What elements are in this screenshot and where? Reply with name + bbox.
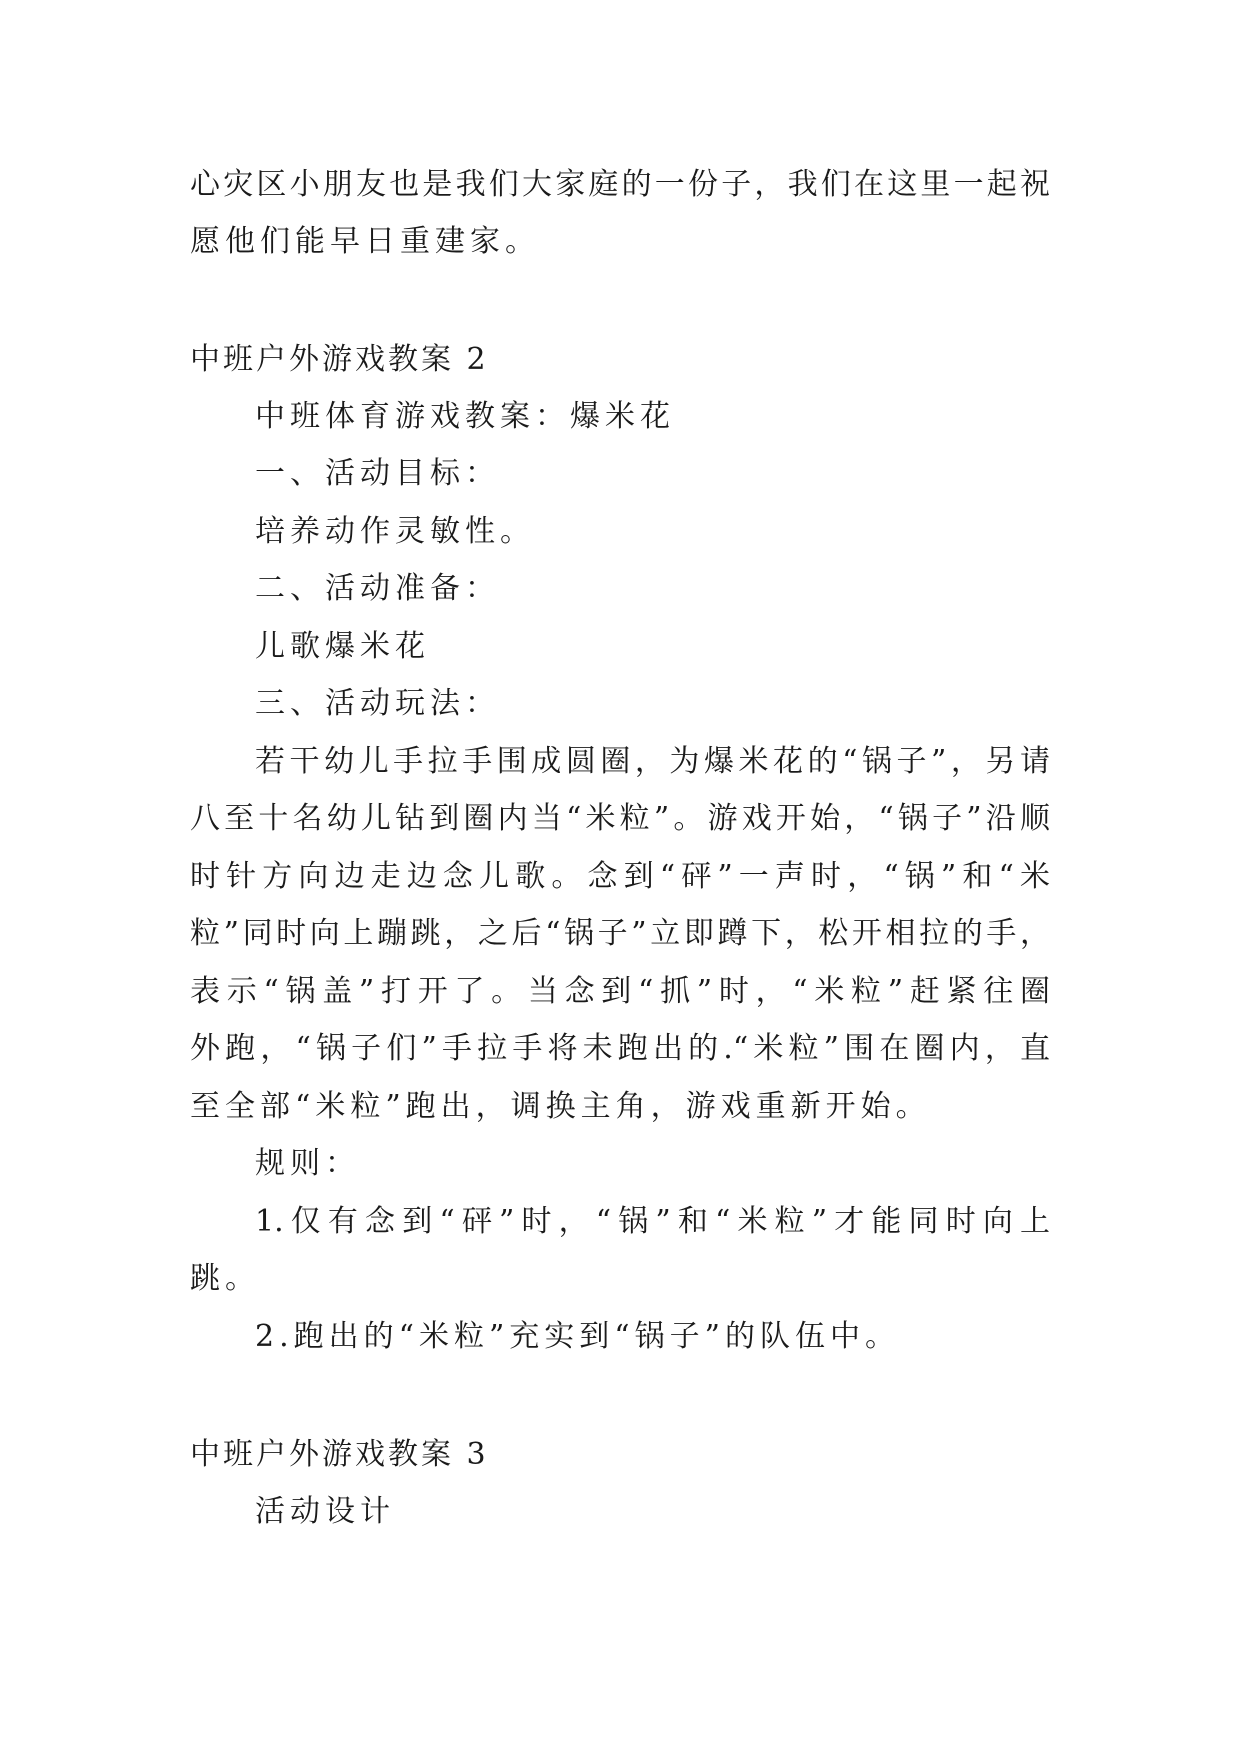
- section-label: 规则：: [255, 1146, 360, 1181]
- section-label: 二、活动准备：: [255, 571, 500, 606]
- section-heading: 中班户外游戏教案 3: [190, 1437, 489, 1472]
- paragraph-line: 时针方向边走边念儿歌。念到“砰”一声时，“锅”和“米: [190, 859, 1050, 894]
- section-label: 一、活动目标：: [255, 456, 500, 491]
- paragraph-line: 活动设计: [255, 1494, 395, 1529]
- paragraph-line: 外跑，“锅子们”手拉手将未跑出的.“米粒”围在圈内，直: [190, 1031, 1050, 1066]
- paragraph-line: 至全部“米粒”跑出，调换主角，游戏重新开始。: [190, 1089, 931, 1124]
- paragraph-line: 粒”同时向上蹦跳，之后“锅子”立即蹲下，松开相拉的手，: [190, 916, 1050, 951]
- rule-item: 2.跑出的“米粒”充实到“锅子”的队伍中。: [255, 1319, 900, 1354]
- section-label: 三、活动玩法：: [255, 686, 500, 721]
- paragraph-line: 儿歌爆米花: [255, 629, 430, 664]
- rule-item: 1.仅有念到“砰”时，“锅”和“米粒”才能同时向上: [255, 1204, 1050, 1239]
- paragraph-line: 培养动作灵敏性。: [255, 514, 535, 549]
- section-heading: 中班户外游戏教案 2: [190, 342, 489, 377]
- subtitle: 中班体育游戏教案：爆米花: [255, 399, 675, 434]
- paragraph-line: 心灾区小朋友也是我们大家庭的一份子，我们在这里一起祝: [190, 167, 1050, 202]
- paragraph-line: 愿他们能早日重建家。: [190, 224, 540, 259]
- paragraph-line: 表示“锅盖”打开了。当念到“抓”时，“米粒”赶紧往圈: [190, 974, 1050, 1009]
- paragraph-line: 若干幼儿手拉手围成圆圈，为爆米花的“锅子”，另请: [255, 744, 1050, 779]
- paragraph-line: 八至十名幼儿钻到圈内当“米粒”。游戏开始，“锅子”沿顺: [190, 801, 1050, 836]
- paragraph-line: 跳。: [190, 1261, 260, 1296]
